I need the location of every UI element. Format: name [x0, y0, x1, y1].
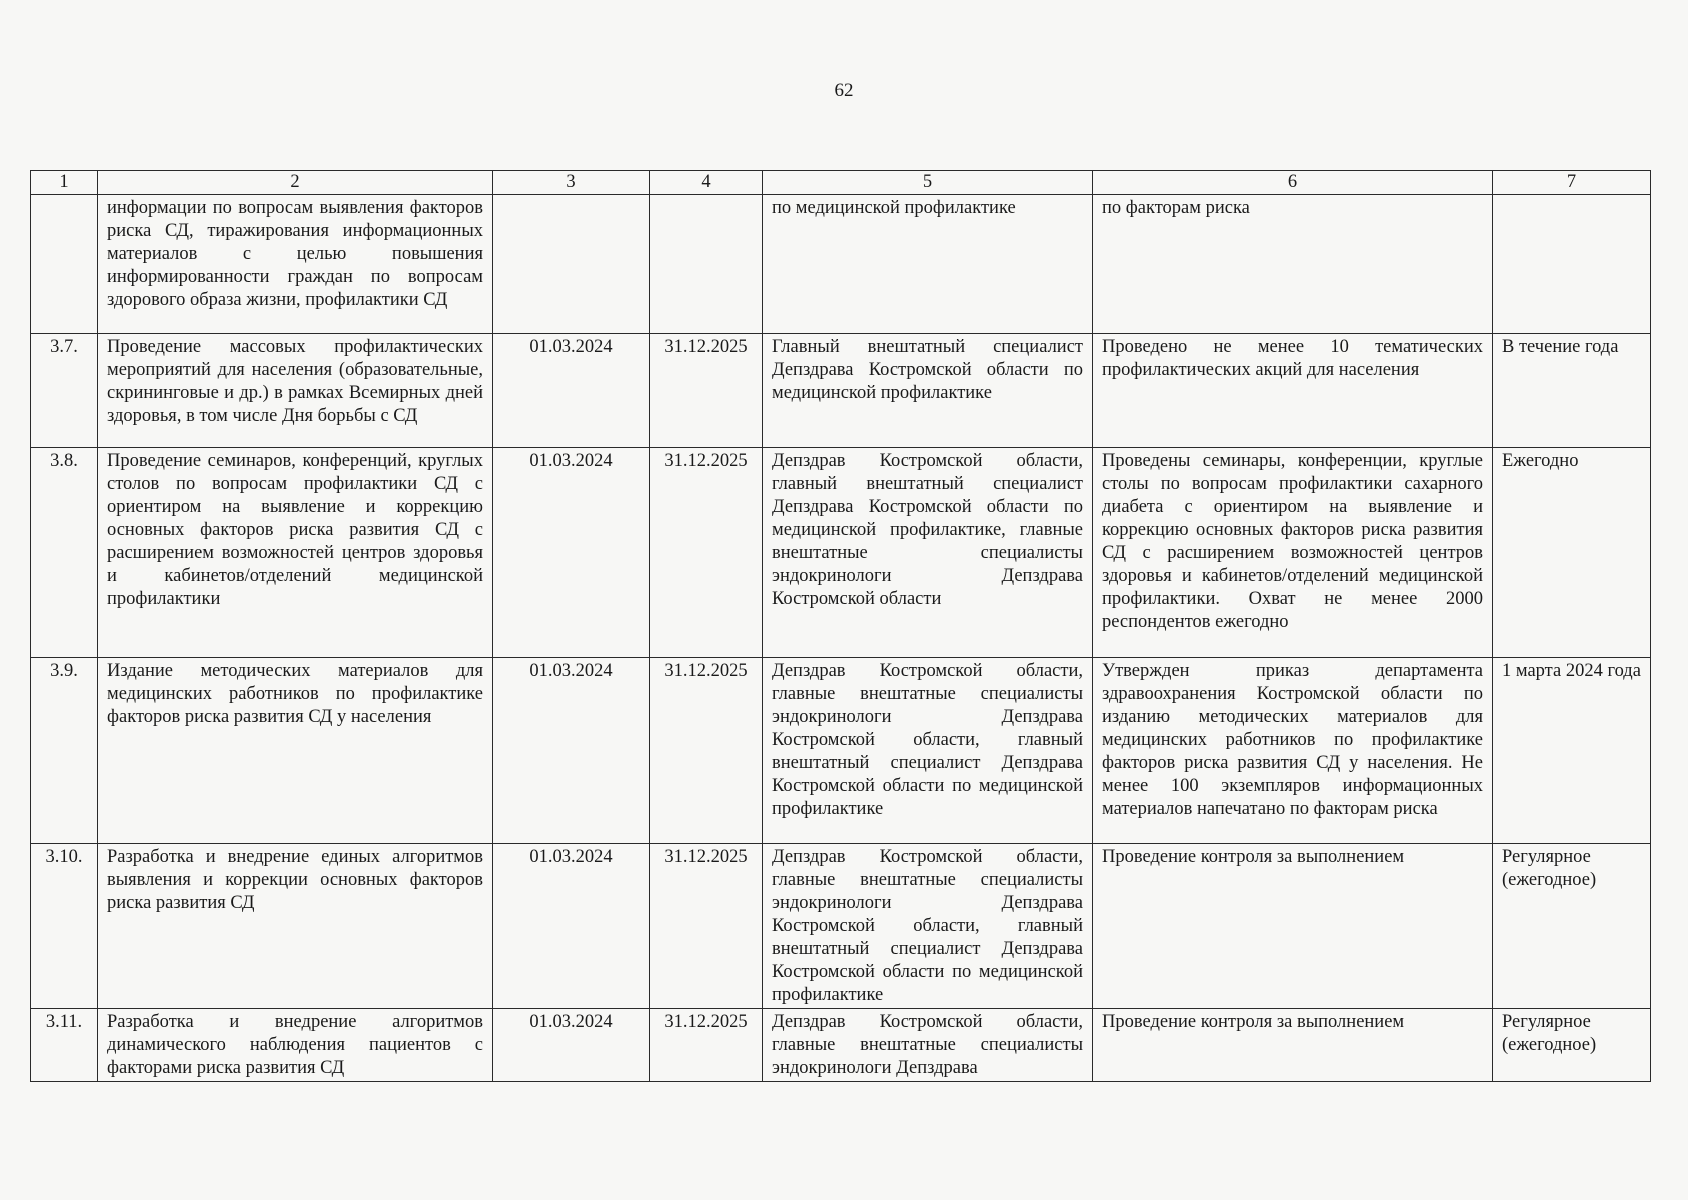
start-date: 01.03.2024 — [493, 448, 650, 658]
period-text — [1493, 195, 1651, 334]
start-date: 01.03.2024 — [493, 844, 650, 1009]
column-header: 2 — [98, 171, 493, 195]
table-row — [31, 334, 1651, 448]
end-date: 31.12.2025 — [650, 334, 763, 448]
item-number — [31, 195, 98, 334]
end-date — [650, 195, 763, 334]
end-date: 31.12.2025 — [650, 658, 763, 844]
action-text: Издание методических материалов для медицинских работников по профилактике факторов риска развития СД у населения — [98, 658, 493, 844]
measures-table — [30, 170, 1651, 1082]
result-text: по факторам риска — [1093, 195, 1493, 334]
column-header: 6 — [1093, 171, 1493, 195]
responsible-text: Главный внештатный специалист Депздрава Костромской области по медицинской профилактике — [763, 334, 1093, 448]
table-row — [31, 195, 1651, 334]
action-text: Проведение семинаров, конференций, круглых столов по вопросам профилактики СД с ориентиром на выявление и коррекцию основных факторов риска развития СД с расширением возможностей центров здоровья и кабинетов/отделений медицинской профилактики — [98, 448, 493, 658]
action-text: Проведение массовых профилактических мероприятий для населения (образовательные, скрининговые и др.) в рамках Всемирных дней здоровья, в том числе Дня борьбы с СД — [98, 334, 493, 448]
end-date: 31.12.2025 — [650, 844, 763, 1009]
responsible-text: Депздрав Костромской области, главные внештатные специалисты эндокринологи Депздрава Костромской области, главный внештатный специалист Депздрава Костромской области по медицинской профилактике — [763, 658, 1093, 844]
end-date: 31.12.2025 — [650, 1009, 763, 1082]
action-text: Разработка и внедрение алгоритмов динамического наблюдения пациентов с факторами риска развития СД — [98, 1009, 493, 1082]
result-text: Проведение контроля за выполнением — [1093, 844, 1493, 1009]
table-row — [31, 448, 1651, 658]
item-number: 3.8. — [31, 448, 98, 658]
item-number: 3.9. — [31, 658, 98, 844]
start-date — [493, 195, 650, 334]
table-row — [31, 844, 1651, 1009]
column-header: 3 — [493, 171, 650, 195]
period-text: Регулярное (ежегодное) — [1493, 1009, 1651, 1082]
period-text: В течение года — [1493, 334, 1651, 448]
period-text: Регулярное (ежегодное) — [1493, 844, 1651, 1009]
table-row — [31, 658, 1651, 844]
item-number: 3.7. — [31, 334, 98, 448]
page-number: 62 — [834, 80, 854, 101]
column-header: 4 — [650, 171, 763, 195]
responsible-text: Депздрав Костромской области, главные внештатные специалисты эндокринологи Депздрава — [763, 1009, 1093, 1082]
action-text: Разработка и внедрение единых алгоритмов выявления и коррекции основных факторов риска развития СД — [98, 844, 493, 1009]
item-number: 3.10. — [31, 844, 98, 1009]
column-header: 1 — [31, 171, 98, 195]
column-number-row — [31, 171, 1651, 195]
item-number: 3.11. — [31, 1009, 98, 1082]
end-date: 31.12.2025 — [650, 448, 763, 658]
result-text: Утвержден приказ департамента здравоохранения Костромской области по изданию методических материалов для медицинских работников по профилактике факторов риска развития СД у населения. Не менее 100 экземпляров информационных материалов напечатано по факторам риска — [1093, 658, 1493, 844]
result-text: Проведено не менее 10 тематических профилактических акций для населения — [1093, 334, 1493, 448]
action-text: информации по вопросам выявления факторов риска СД, тиражирования информационных материалов с целью повышения информированности граждан по вопросам здорового образа жизни, профилактики СД — [98, 195, 493, 334]
column-header: 5 — [763, 171, 1093, 195]
column-header: 7 — [1493, 171, 1651, 195]
table-row — [31, 1009, 1651, 1082]
start-date: 01.03.2024 — [493, 1009, 650, 1082]
start-date: 01.03.2024 — [493, 658, 650, 844]
responsible-text: Депздрав Костромской области, главные внештатные специалисты эндокринологи Депздрава Костромской области, главный внештатный специалист Депздрава Костромской области по медицинской профилактике — [763, 844, 1093, 1009]
start-date: 01.03.2024 — [493, 334, 650, 448]
result-text: Проведены семинары, конференции, круглые столы по вопросам профилактики сахарного диабета с ориентиром на выявление и коррекцию основных факторов риска развития СД с расширением возможностей центров здоровья и кабинетов/отделений медицинской профилактики. Охват не менее 2000 респондентов ежегодно — [1093, 448, 1493, 658]
responsible-text: по медицинской профилактике — [763, 195, 1093, 334]
result-text: Проведение контроля за выполнением — [1093, 1009, 1493, 1082]
responsible-text: Депздрав Костромской области, главный внештатный специалист Депздрава Костромской области по медицинской профилактике, главные внештатные специалисты эндокринологи Депздрава Костромской области — [763, 448, 1093, 658]
period-text: 1 марта 2024 года — [1493, 658, 1651, 844]
period-text: Ежегодно — [1493, 448, 1651, 658]
